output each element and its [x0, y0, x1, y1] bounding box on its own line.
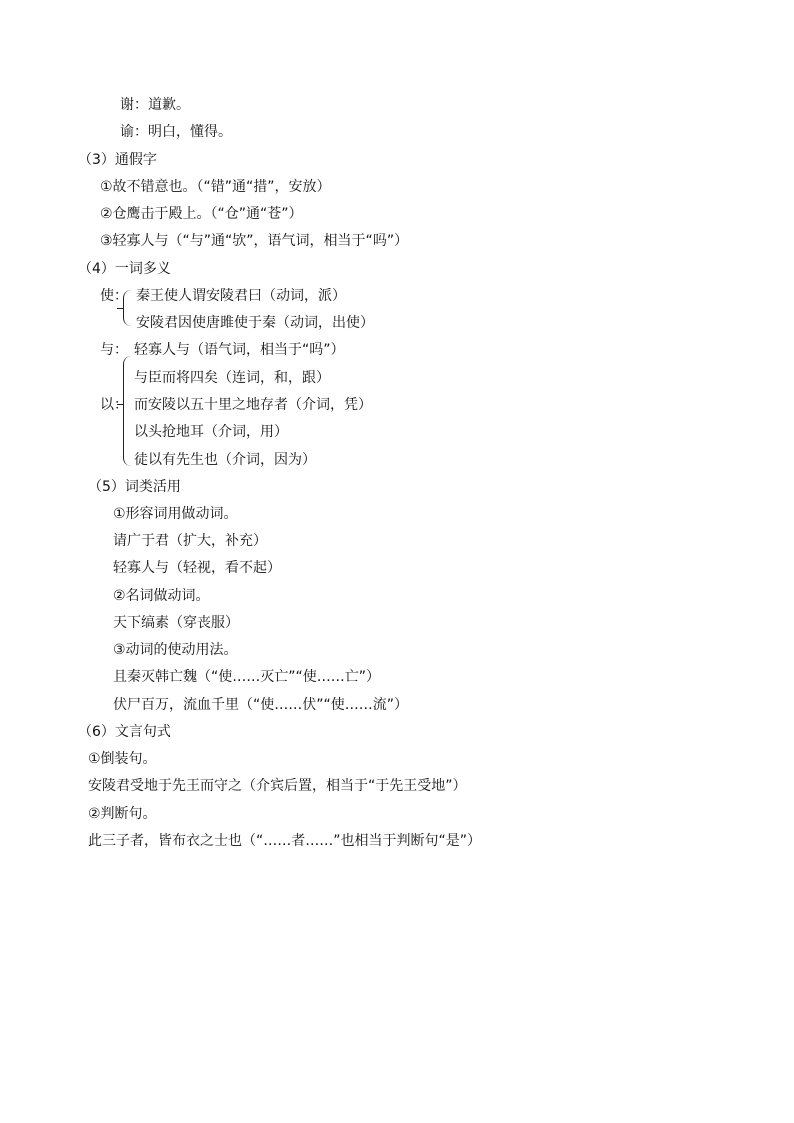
list-item: 安陵君因使唐雎使于秦（动词，出使）: [136, 315, 374, 331]
definition-yu: 谕：明白，懂得。: [120, 124, 232, 140]
list-item: 以头抢地耳（介词，用）: [134, 424, 288, 440]
list-item: 此三子者，皆布衣之士也（“……者……”也相当于判断句“是”）: [88, 833, 482, 849]
list-item: ②名词做动词。: [113, 588, 210, 604]
list-item: 与臣而将四矣（连词，和，跟）: [134, 370, 330, 386]
list-item: 且秦灭韩亡魏（“使……灭亡”“使……亡”）: [113, 669, 381, 685]
term-shi: 使：: [100, 288, 128, 304]
list-item: 请广于君（扩大，补充）: [113, 533, 267, 549]
list-item: ①故不错意也。（“错”通“措”，安放）: [100, 179, 331, 195]
list-item: ①形容词用做动词。: [113, 506, 238, 522]
list-item: 徒以有先生也（介词，因为）: [134, 452, 316, 468]
list-item: ②仓鹰击于殿上。（“仓”通“苍”）: [100, 206, 303, 222]
brace-yu-yi-tick: [117, 404, 124, 405]
list-item: 天下缟素（穿丧服）: [113, 615, 239, 631]
list-item: 轻寡人与（轻视，看不起）: [113, 560, 281, 576]
list-item: ②判断句。: [88, 806, 157, 822]
list-item: 秦王使人谓安陵君曰（动词，派）: [136, 288, 346, 304]
brace-yu-yi: [123, 356, 131, 466]
list-item: 而安陵以五十里之地存者（介词，凭）: [134, 397, 372, 413]
section-heading-4: （4）一词多义: [78, 261, 171, 277]
list-item: 伏尸百万，流血千里（“使……伏”“使……流”）: [113, 697, 409, 713]
term-yi: 以：: [100, 397, 128, 413]
section-heading-3: （3）通假字: [78, 152, 157, 168]
term-yu: 与：: [100, 342, 128, 358]
list-item: 轻寡人与（语气词，相当于“吗”）: [134, 342, 345, 358]
list-item: ③动词的使动用法。: [113, 642, 238, 658]
list-item: 安陵君受地于先王而守之（介宾后置，相当于“于先王受地”）: [88, 778, 467, 794]
section-heading-6: （6）文言句式: [78, 724, 171, 740]
brace-shi-tick: [117, 308, 124, 309]
brace-shi: [123, 290, 131, 326]
definition-xie: 谢：道歉。: [120, 97, 190, 113]
list-item: ③轻寡人与（“与”通“欤”，语气词，相当于“吗”）: [100, 233, 409, 249]
list-item: ①倒装句。: [88, 751, 157, 767]
section-heading-5: （5）词类活用: [88, 479, 181, 495]
